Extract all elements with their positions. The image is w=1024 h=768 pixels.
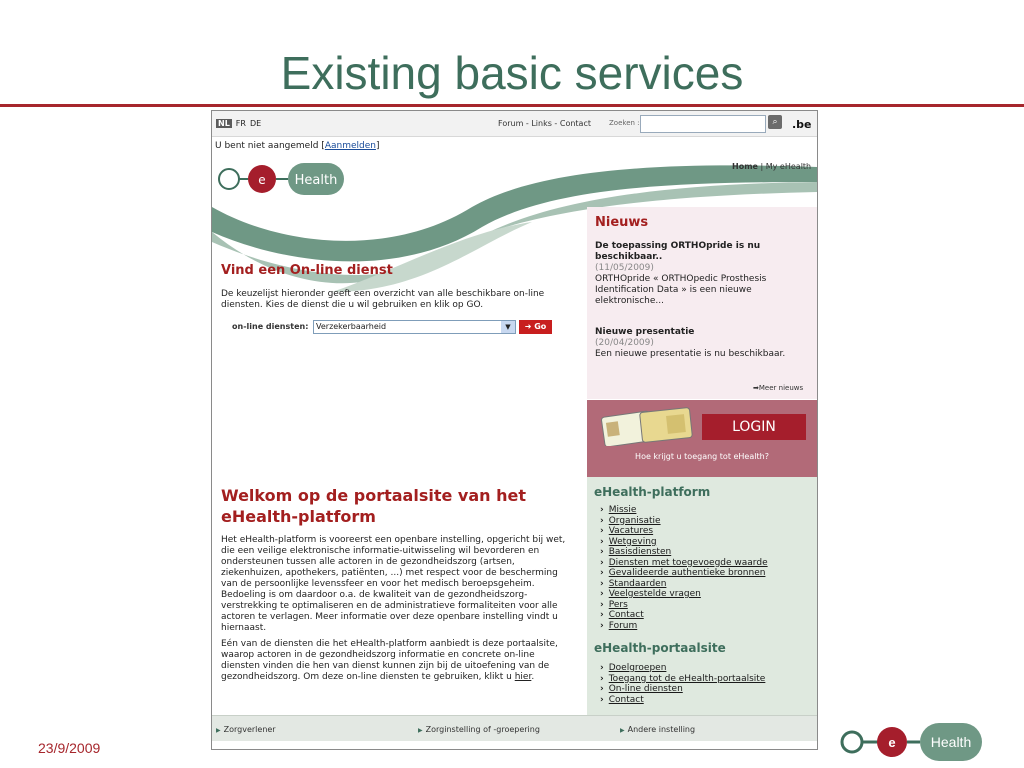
go-button[interactable] (519, 320, 552, 334)
lang-nl[interactable]: NL (218, 119, 230, 128)
platform-link[interactable]: › Vacatures (609, 526, 768, 537)
welcome-heading: Welkom op de portaalsite van het eHealth-platform (221, 486, 526, 526)
audience-andere[interactable]: ▶ Andere instelling (620, 725, 695, 734)
language-switcher (216, 119, 261, 128)
nav-my-ehealth[interactable]: My eHealth (765, 162, 812, 171)
more-news-label: Meer nieuws (758, 384, 804, 392)
platform-link[interactable]: › Contact (609, 610, 768, 621)
platform-link[interactable]: › Standaarden (609, 579, 768, 590)
slide-date: 23/9/2009 (38, 740, 101, 756)
news-item-date: (11/05/2009) (595, 263, 654, 273)
portal-links (609, 663, 765, 705)
platform-link[interactable]: › Diensten met toegevoegde waarde (609, 558, 768, 569)
welcome-paragraph-1: Het eHealth-platform is vooreerst een openbare instelling, opgericht bij wet, die een veilige elektronische informatie-uitwisseling wil bevorderen en ondersteunen tussen alle actoren in de gezondheidszorg (artsen, ziekenhuizen, apothekers, patiënten, ...) met respect voor de bescherming van de persoonlijke levenssfeer en voor het medisch beroepsgeheim. Bedoeling is om daardoor o.a. de kwaliteit van de gezondheidszorg-verstrekking te optimaliseren en de administratieve formaliteiten voor alle actoren te verlagen. Meer informatie over deze openbare instelling vindt u hiernaast. (221, 535, 566, 633)
platform-link[interactable]: › Gevalideerde authentieke bronnen (609, 568, 768, 579)
platform-link[interactable]: › Missie (609, 505, 768, 516)
platform-heading: eHealth-platform (594, 485, 711, 499)
site-logo-letter: e (258, 173, 266, 187)
news-item-title[interactable]: De toepassing ORTHOpride is nu beschikbaar.. (595, 241, 761, 262)
more-news-link[interactable] (753, 384, 803, 392)
nav-home[interactable]: Home (732, 162, 758, 171)
news-item (595, 327, 810, 360)
online-services-value: Verzekerbaarheid (316, 322, 387, 331)
belgium-logo[interactable]: .be (792, 118, 812, 131)
search-label: Zoeken : (609, 119, 640, 127)
go-label: Go (534, 322, 547, 331)
login-help-link[interactable]: Hoe krijgt u toegang tot eHealth? (635, 452, 769, 461)
top-bar (212, 111, 817, 137)
login-button[interactable]: LOGIN (702, 414, 806, 440)
portal-link[interactable]: › Contact (609, 695, 765, 706)
welcome-paragraph-2 (221, 639, 571, 683)
footer-logo-letter: e (888, 735, 896, 750)
slide-title: Existing basic services (280, 47, 744, 99)
welcome-paragraph-2-end: . (531, 672, 535, 682)
search-button[interactable]: ⌕ (768, 115, 782, 129)
main-nav (732, 162, 811, 171)
hier-link[interactable]: hier (514, 672, 532, 682)
platform-link[interactable]: › Basisdiensten (609, 547, 768, 558)
portal-link[interactable]: › Toegang tot de eHealth-portaalsite (609, 674, 765, 685)
portal-heading: eHealth-portaalsite (594, 641, 726, 655)
news-item-text: Een nieuwe presentatie is nu beschikbaar. (595, 349, 786, 359)
top-links[interactable]: Forum - Links - Contact (498, 119, 591, 128)
footer-logo-text: Health (930, 734, 972, 750)
login-status-prefix: U bent niet aangemeld [ (215, 141, 325, 151)
platform-link[interactable]: › Veelgestelde vragen (609, 589, 768, 600)
news-heading: Nieuws (595, 215, 649, 230)
portal-link[interactable]: › Doelgroepen (609, 663, 765, 674)
id-cards-icon (601, 406, 697, 446)
welcome-paragraph-2-text: Eén van de diensten die het eHealth-platform aanbiedt is deze portaalsite, waarop actoren in de gezondheidszorg informatie en concrete on-line diensten vinden die hen van dienst kunnen zijn bij de uitoefening van de gezondheidszorg. Om deze on-line diensten te gebruiken, klikt u (221, 639, 558, 682)
lang-de[interactable]: DE (249, 119, 262, 128)
aanmelden-link[interactable]: Aanmelden (324, 141, 376, 151)
platform-link[interactable]: › Pers (609, 600, 768, 611)
search-input[interactable] (640, 115, 766, 133)
platform-links (609, 505, 768, 631)
platform-link[interactable]: › Organisatie (609, 516, 768, 527)
platform-link[interactable]: › Wetgeving (609, 537, 768, 548)
arrow-right-icon: ➡ (753, 384, 759, 392)
nav-separator: | (760, 162, 764, 171)
arrow-right-icon: ➜ (524, 322, 532, 331)
login-status-suffix: ] (375, 141, 380, 151)
find-service-heading: Vind een On-line dienst (221, 263, 393, 278)
news-panel (587, 207, 817, 399)
login-status (215, 141, 379, 151)
chevron-down-icon[interactable]: ▼ (501, 321, 515, 333)
site-logo-text: Health (294, 173, 338, 188)
login-panel (587, 400, 817, 477)
title-divider (0, 104, 1024, 107)
platform-panel (587, 477, 817, 715)
online-services-label: on-line diensten: (232, 322, 309, 331)
portal-link[interactable]: › On-line diensten (609, 684, 765, 695)
audience-zorgverlener[interactable]: ▶ Zorgverlener (216, 725, 276, 734)
find-service-text: De keuzelijst hieronder geeft een overzicht van alle beschikbare on-line diensten. Kies de dienst die u wil gebruiken en klik op GO. (221, 289, 545, 310)
audience-zorginstelling[interactable]: ▶ Zorginstelling of -groepering (418, 725, 540, 734)
audience-bar (212, 715, 817, 741)
lang-fr[interactable]: FR (235, 119, 246, 128)
news-item (595, 241, 810, 307)
news-item-title[interactable]: Nieuwe presentatie (595, 327, 695, 337)
news-item-text: ORTHOpride « ORTHOpedic Prosthesis Identification Data » is een nieuwe elektronische... (595, 274, 767, 306)
ehealth-footer-logo (838, 718, 988, 766)
news-item-date: (20/04/2009) (595, 338, 654, 348)
online-services-select[interactable] (313, 320, 516, 334)
ehealth-portal-screenshot (211, 110, 818, 750)
platform-link[interactable]: › Forum (609, 621, 768, 632)
